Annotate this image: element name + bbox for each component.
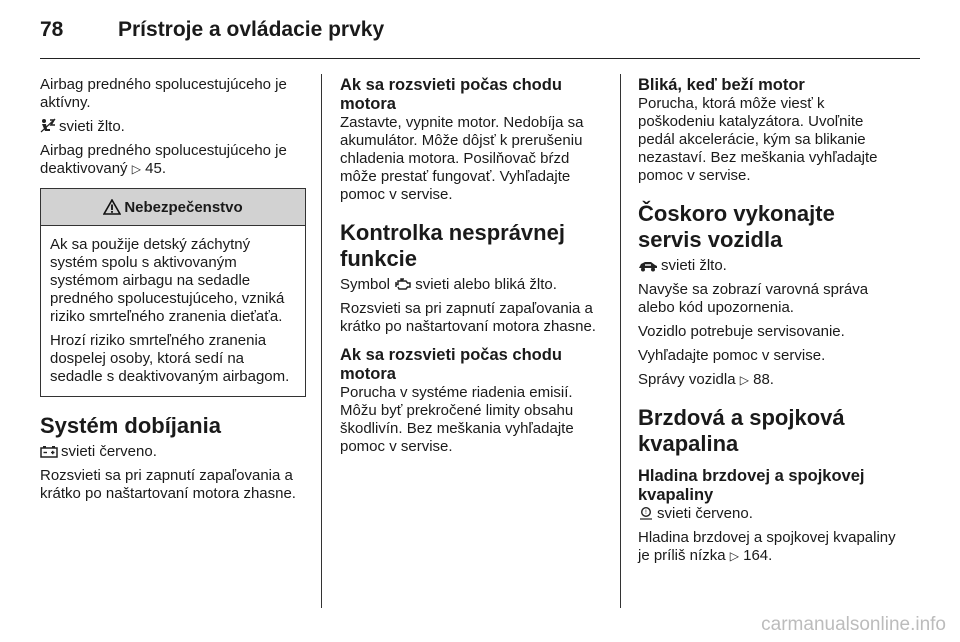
warning-text-2: Hrozí riziko smrteľného zranenia dospelej osoby, ktorá sedí na sedadle s deaktivovaným airbagom. [50, 332, 290, 385]
warning-title: Nebezpečenstvo [124, 198, 243, 216]
page-ref[interactable]: 164. [743, 547, 773, 564]
watermark: carmanualsonline.info [761, 614, 946, 635]
brake-level-label: Hladina brzdovej a spojkovej kvapaliny je príliš nízka [638, 529, 896, 564]
page-ref[interactable]: 88. [753, 371, 774, 388]
heading-brake-fluid-level: Hladina brzdovej a spojkovej kvapaliny [638, 467, 865, 504]
column-divider-1 [321, 74, 322, 608]
symbol-label: Symbol [340, 276, 391, 293]
column-2 [340, 76, 606, 462]
warning-triangle-icon [103, 199, 121, 215]
heading-charging-system: Systém dobíjania [40, 413, 221, 438]
brake-line [638, 505, 904, 523]
heading-running-1: Ak sa rozsvieti počas chodu motora [340, 76, 562, 113]
running-2-text: Porucha v systéme riadenia emisií. Môžu byť prekročené limity obsahu škodlivín. Bez meškania vyhľadajte pomoc v servise. [340, 384, 574, 455]
warning-body [41, 226, 305, 396]
charging-text: Rozsvieti sa pri zapnutí zapaľovania a krátko po naštartovaní motora zhasne. [40, 467, 296, 502]
column-1 [40, 76, 306, 509]
page-header [40, 14, 920, 54]
heading-running-2: Ak sa rozsvieti počas chodu motora [340, 346, 562, 383]
service-line [638, 257, 904, 275]
warning-text-1: Ak sa použije detský záchytný systém spolu s aktivovaným systémom airbagu na sedadle predného spolucestujúceho, vzniká riziko smrteľného zranenia dieťaťa. [50, 236, 285, 325]
service-text-1: Navyše sa zobrazí varovná správa alebo kód upozornenia. [638, 281, 869, 316]
column-3 [638, 76, 904, 571]
symbol-line [340, 276, 606, 294]
heading-brake-clutch-fluid: Brzdová a spojková kvapalina [638, 405, 845, 456]
symbol-status: svieti alebo bliká žlto. [415, 276, 557, 293]
charging-status: svieti červeno. [61, 443, 157, 460]
brake-text [638, 529, 904, 565]
airbag-off-line [40, 118, 306, 136]
page-ref-arrow-icon: ▷ [131, 162, 141, 176]
charging-line [40, 443, 306, 461]
service-text-3: Vyhľadajte pomoc v servise. [638, 347, 826, 364]
engine-check-icon [394, 277, 412, 291]
page-ref-arrow-icon: ▷ [729, 549, 739, 563]
page-ref[interactable]: 45. [145, 160, 166, 177]
brake-status: svieti červeno. [657, 505, 753, 522]
airbag-deactivated-label: Airbag predného spolucestujúceho je deaktivovaný [40, 142, 287, 177]
service-status: svieti žlto. [661, 257, 727, 274]
service-wrench-car-icon [638, 259, 658, 272]
header-rule [40, 58, 920, 59]
airbag-active-text: Airbag predného spolucestujúceho je aktívny. [40, 76, 287, 111]
page-ref-arrow-icon: ▷ [739, 373, 749, 387]
page-number: 78 [40, 18, 64, 41]
service-text-4 [638, 371, 904, 389]
heading-malfunction-indicator: Kontrolka nesprávnej funkcie [340, 220, 565, 271]
running-1-text: Zastavte, vypnite motor. Nedobíja sa akumulátor. Môže dôjsť k prerušeniu chladenia motora. Posilňovač bŕzd môže prestať fungovať. Vyhľadajte pomoc v servise. [340, 114, 584, 203]
warning-box [40, 188, 306, 397]
malfunction-text: Rozsvieti sa pri zapnutí zapaľovania a krátko po naštartovaní motora zhasne. [340, 300, 596, 335]
page-title: Prístroje a ovládacie prvky [118, 18, 385, 41]
airbag-deactivated-text [40, 142, 306, 178]
airbag-off-status: svieti žlto. [59, 118, 125, 135]
column-divider-2 [620, 74, 621, 608]
svg-text:!: ! [644, 509, 648, 516]
vehicle-messages-label: Správy vozidla [638, 371, 736, 388]
flashing-text: Porucha, ktorá môže viesť k poškodeniu katalyzátora. Uvoľnite pedál akcelerácie, kým sa blikanie nezastaví. Bez meškania vyhľadajte pomoc v servise. [638, 95, 878, 184]
heading-flashing: Bliká, keď beží motor [638, 76, 805, 94]
service-text-2: Vozidlo potrebuje servisovanie. [638, 323, 845, 340]
brake-fluid-icon [638, 506, 654, 520]
heading-service-soon: Čoskoro vykonajte servis vozidla [638, 201, 835, 252]
airbag-off-icon [40, 118, 56, 133]
battery-icon [40, 445, 58, 458]
warning-header [41, 189, 305, 226]
